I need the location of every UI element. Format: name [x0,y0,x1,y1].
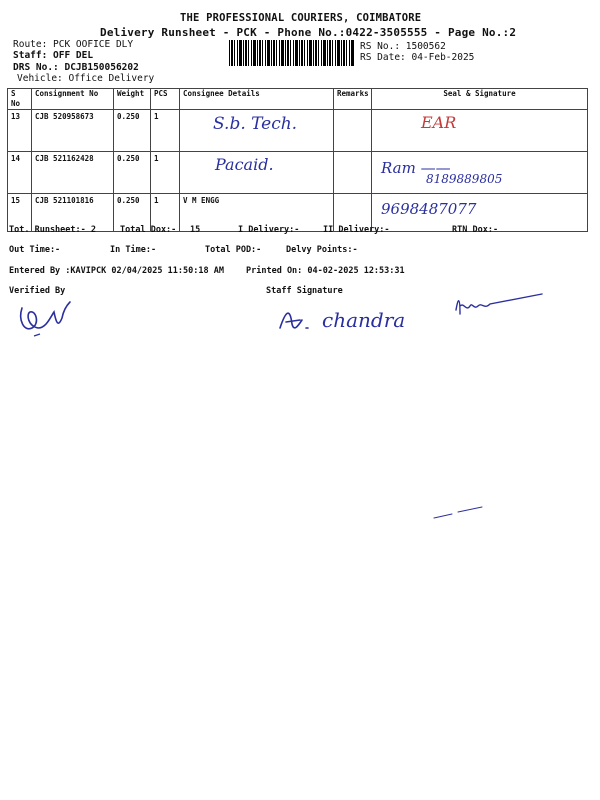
handwritten-signature-mark: Ram —— [381,159,451,177]
runsheet-subtitle: Delivery Runsheet - PCK - Phone No.:0422-3505555 - Page No.:2 [100,26,517,39]
vehicle-label: Vehicle: Office Delivery [17,73,155,84]
staff-label: Staff: OFF DEL [13,50,94,61]
cell-weight: 0.250 [114,194,151,232]
verified-signature-mark [16,298,76,340]
route-label: Route: PCK OOFICE DLY [13,39,134,50]
staff-signature-label: Staff Signature [266,286,343,296]
handwritten-consignee: Pacaid. [215,155,274,174]
printed-on: Printed On: 04-02-2025 12:53:31 [246,266,405,276]
total-dox-label: Total Dox:- [120,225,177,235]
cell-seal-signature [372,152,588,194]
col-header-consignment: Consignment No [32,89,114,110]
i-delivery: I Delivery:- [238,225,300,235]
col-header-sno: S No [8,89,32,110]
col-header-seal-signature: Seal & Signature [372,89,588,110]
cell-pcs: 1 [151,152,180,194]
rs-number: RS No.: 1500562 [360,41,446,52]
cell-consignment: CJB 521101816 [32,194,114,232]
staff-signature-name: chandra [322,308,406,332]
company-title: THE PROFESSIONAL COURIERS, COIMBATORE [180,12,422,24]
cell-remarks [334,152,372,194]
rtn-dox: RTN Dox:- [452,225,499,235]
verified-by-label: Verified By [9,286,66,296]
col-header-pcs: PCS [151,89,180,110]
total-dox-value: 15 [190,225,201,235]
cell-remarks [334,110,372,152]
cell-seal-signature [372,110,588,152]
cell-consignment: CJB 520958673 [32,110,114,152]
table-row [8,110,588,152]
col-header-consignee: Consignee Details [180,89,334,110]
entered-by: Entered By :KAVIPCK 02/04/2025 11:50:18 AM [9,266,224,276]
handwritten-phone: 8189889805 [426,172,503,186]
handwritten-phone: 9698487077 [381,200,477,218]
table-header-row [8,89,588,110]
total-pod: Total POD:- [205,245,262,255]
additional-signature-mark [450,288,550,322]
cell-pcs: 1 [151,194,180,232]
runsheet-table [7,88,588,232]
table-row [8,152,588,194]
cell-sno: 15 [8,194,32,232]
cell-pcs: 1 [151,110,180,152]
handwritten-signature: EAR [421,113,457,132]
col-header-weight: Weight [114,89,151,110]
col-header-remarks: Remarks [334,89,372,110]
tot-runsheet: Tot. Runsheet:- 2 [9,225,96,235]
drs-number: DRS No.: DCJB150056202 [13,62,139,73]
delvy-points: Delvy Points:- [286,245,358,255]
barcode-image [229,40,355,66]
cell-sno: 13 [8,110,32,152]
cell-weight: 0.250 [114,152,151,194]
cell-consignee [180,152,334,194]
cell-consignee [180,110,334,152]
out-time: Out Time:- [9,245,61,255]
ii-delivery: II Delivery:- [323,225,390,235]
handwritten-consignee: S.b. Tech. [213,114,298,134]
cell-consignment: CJB 521162428 [32,152,114,194]
stray-pen-mark [432,504,488,522]
cell-sno: 14 [8,152,32,194]
consignee-text: V M ENGG [183,196,220,205]
cell-weight: 0.250 [114,110,151,152]
rs-date: RS Date: 04-Feb-2025 [360,52,475,63]
in-time: In Time:- [110,245,157,255]
